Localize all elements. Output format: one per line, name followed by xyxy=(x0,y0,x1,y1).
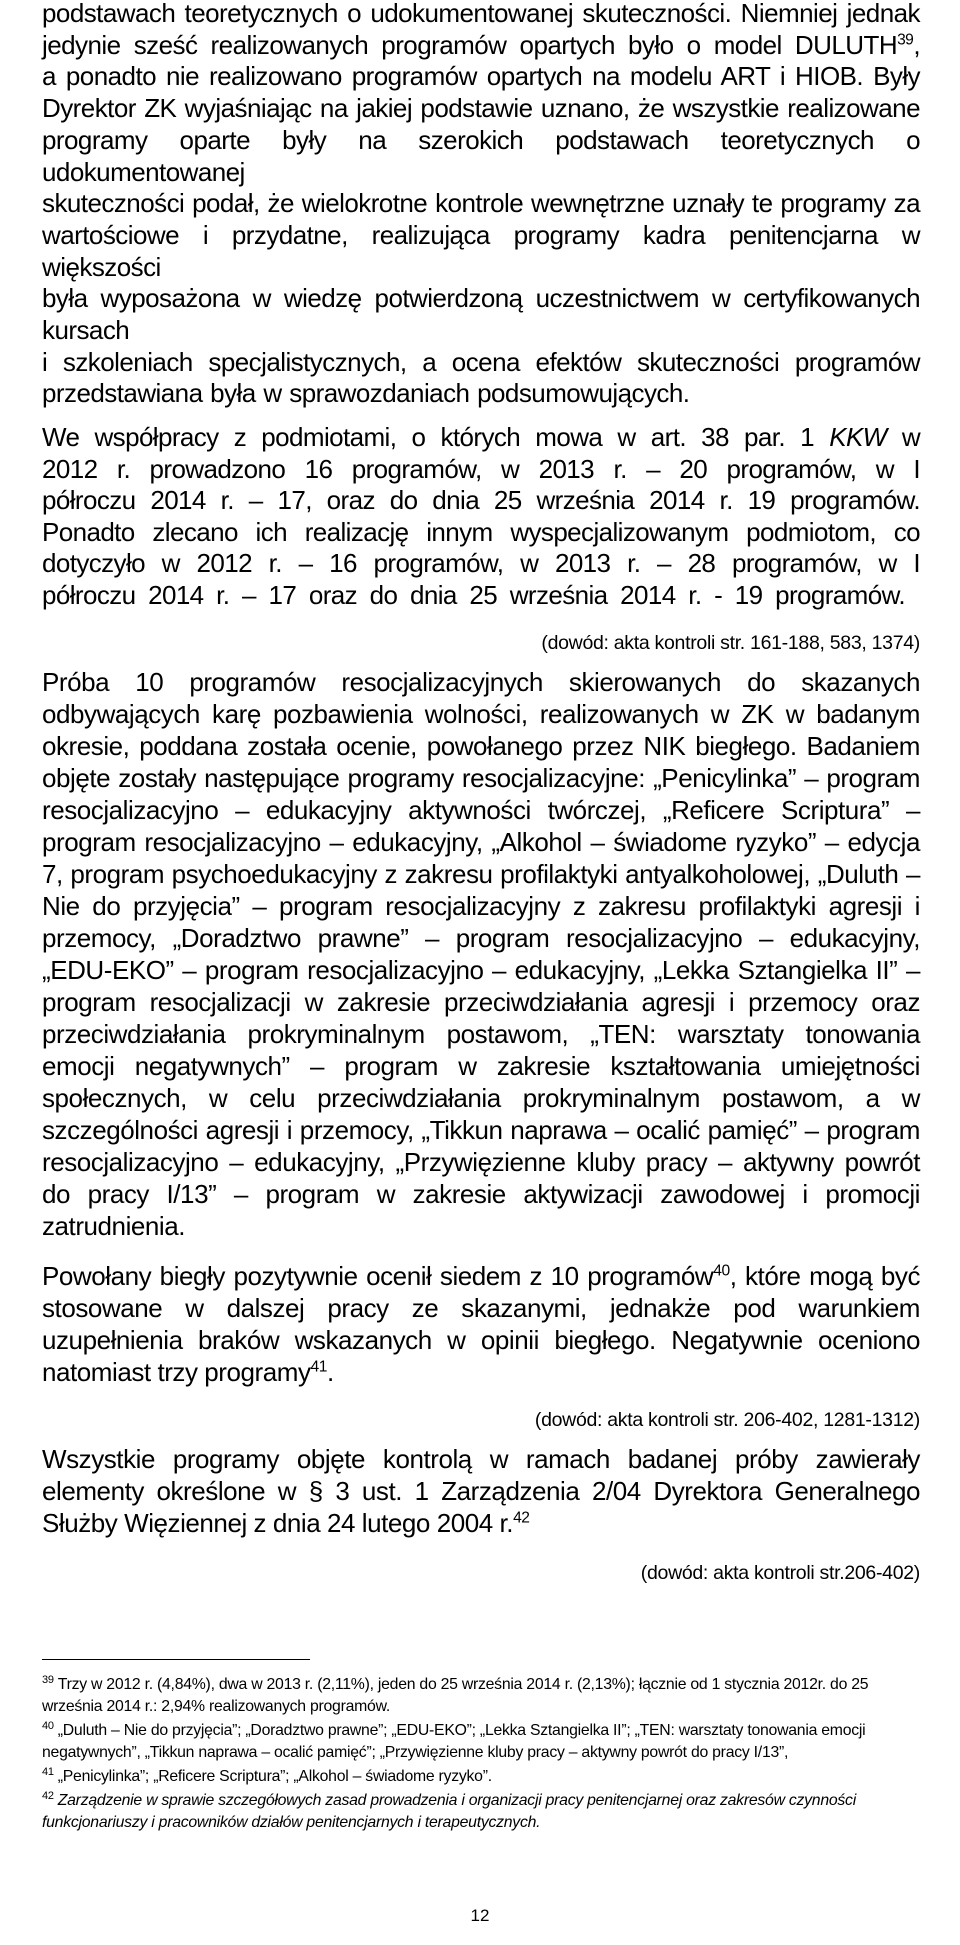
paragraph-programs-basis xyxy=(42,0,920,410)
text-line: programy oparte były na szerokich podstawach teoretycznych o udokumentowanej xyxy=(42,124,920,187)
text-line: Dyrektor ZK wyjaśniając na jakiej podstawie uznano, że wszystkie realizowane xyxy=(42,93,920,124)
text-line: wartościowe i przydatne, realizująca programy kadra penitencjarna w większości xyxy=(42,219,920,282)
footnote-number: 42 xyxy=(42,1789,54,1802)
text-fragment: , xyxy=(913,29,920,60)
footnote-text: Trzy w 2012 r. (4,84%), dwa w 2013 r. (2,11%), jeden do 25 września 2014 r. (2,13%); łącznie od 1 stycznia 2012r. do 25 września 2014 r.: 2,94% realizowanych programów. xyxy=(42,1676,869,1716)
paragraph-expert-opinion xyxy=(42,1260,920,1388)
evidence-source-3: (dowód: akta kontroli str.206-402) xyxy=(640,1562,920,1585)
footnote-ref-41[interactable]: 41 xyxy=(310,1358,327,1376)
footnote-separator xyxy=(42,1659,310,1660)
text-fragment: jedynie sześć realizowanych programów opartych było o model DULUTH xyxy=(42,29,898,60)
footnote-ref-39[interactable]: 39 xyxy=(897,31,914,49)
footnote-text: „Penicylinka”; „Reficere Scriptura”; „Alkohol – świadome ryzyko”. xyxy=(57,1768,492,1786)
text-line: i szkoleniach specjalistycznych, a ocena efektów skuteczności programów xyxy=(42,346,920,377)
text-line: skuteczności podał, że wielokrotne kontrole wewnętrzne uznały te programy za xyxy=(42,188,920,219)
footnote-40 xyxy=(42,1720,920,1764)
text-line xyxy=(42,30,920,62)
footnote-39 xyxy=(42,1674,920,1718)
evidence-source-2: (dowód: akta kontroli str. 206-402, 1281-1312) xyxy=(534,1409,920,1432)
text-line: podstawach teoretycznych o udokumentowanej skuteczności. Niemniej jednak xyxy=(42,0,920,28)
footnote-number: 40 xyxy=(42,1719,54,1732)
footnote-number: 39 xyxy=(42,1673,54,1686)
page-number: 12 xyxy=(470,1906,490,1925)
evidence-source-1: (dowód: akta kontroli str. 161-188, 583, 1374) xyxy=(541,632,920,655)
text-line: przedstawiana była w sprawozdaniach podsumowujących. xyxy=(42,378,690,409)
footnote-41 xyxy=(42,1766,920,1788)
kkw-abbreviation: KKW xyxy=(829,422,887,453)
footnote-42 xyxy=(42,1790,920,1834)
text-line: a ponadto nie realizowano programów opartych na modelu ART i HIOB. Były xyxy=(42,61,920,92)
text-line: była wyposażona w wiedzę potwierdzoną uczestnictwem w certyfikowanych kursach xyxy=(42,283,920,346)
footnote-ref-40[interactable]: 40 xyxy=(713,1262,730,1280)
footnote-ref-42[interactable]: 42 xyxy=(513,1509,530,1527)
text-fragment: w 2012 r. prowadzono 16 programów, w 2013 r. – 20 programów, w I półroczu 2014 r. – 17, oraz do dnia 25 września 2014 r. 19 programów. Ponadto zlecano ich realizację innym wyspecjalizowanym podmiotom, co dotyczyło w 2012 r. – 16 programów, w 2013 r. – 28 programów, w I półroczu 2014 r. – 17 oraz do dnia 25 września 2014 r. - 19 programów. xyxy=(42,422,920,610)
text-fragment: , które mogą być stosowane w dalszej pracy ze skazanymi, jednakże pod warunkiem uzupełnienia braków wskazanych w opinii biegłego. Negatywnie oceniono natomiast trzy programy xyxy=(42,1261,920,1388)
paragraph-sample-evaluation: Próba 10 programów resocjalizacyjnych skierowanych do skazanych odbywających karę pozbawienia wolności, realizowanych w ZK w badanym okresie, poddana została ocenie, powołanego przez NIK biegłego. Badaniem objęte zostały następujące programy resocjalizacyjne: „Penicylinka” – program resocjalizacyjno – edukacyjny aktywności twórczej, „Reficere Scriptura” – program resocjalizacyjno – edukacyjny, „Alkohol – świadome ryzyko” – edycja 7, program psychoedukacyjny z zakresu profilaktyki antyalkoholowej, „Duluth – Nie do przyjęcia” – program resocjalizacyjny z zakresu profilaktyki agresji i przemocy, „Doradztwo prawne” – program resocjalizacyjno – edukacyjny, „EDU-EKO” – program resocjalizacyjno – edukacyjny, „Lekka Sztangielka II” – program resocjalizacji w zakresie przeciwdziałania agresji i przemocy oraz przeciwdziałania prokryminalnym postawom, „TEN: warsztaty tonowania emocji negatywnych” – program w zakresie kształtowania umiejętności społecznych, w celu przeciwdziałania prokryminalnym postawom, a w szczególności agresji i przemocy, „Tikkun naprawa – ocalić pamięć” – program resocjalizacyjno – edukacyjny, „Przywięzienne kluby pracy – aktywny powrót do pracy I/13” – program w zakresie aktywizacji zawodowej i promocji zatrudnienia. xyxy=(42,667,920,1242)
text-fragment: We współpracy z podmiotami, o których mowa w art. 38 par. 1 xyxy=(42,422,830,453)
footnote-number: 41 xyxy=(42,1765,54,1778)
text-fragment: . xyxy=(326,1357,334,1388)
footnote-text: „Duluth – Nie do przyjęcia”; „Doradztwo prawne”; „EDU-EKO”; „Lekka Sztangielka II”; „TEN: warsztaty tonowania emocji negatywnych”, „Tikkun naprawa – ocalić pamięć”; „Przywięzienne kluby pracy – aktywny powrót do pracy I/13”, xyxy=(42,1722,866,1762)
paragraph-regulation xyxy=(42,1443,920,1539)
paragraph-cooperation xyxy=(42,422,920,611)
text-fragment: Wszystkie programy objęte kontrolą w ramach badanej próby zawierały elementy określone w § 3 ust. 1 Zarządzenia 2/04 Dyrektora Generalnego Służby Więziennej z dnia 24 lutego 2004 r. xyxy=(42,1444,920,1539)
text-fragment: Powołany biegły pozytywnie ocenił siedem z 10 programów xyxy=(42,1261,714,1292)
footnote-text: Zarządzenie w sprawie szczegółowych zasad prowadzenia i organizacji pracy penitencjarnej oraz zakresów czynności funkcjonariuszy i pracowników działów penitencjarnych i terapeutycznych. xyxy=(42,1792,856,1832)
